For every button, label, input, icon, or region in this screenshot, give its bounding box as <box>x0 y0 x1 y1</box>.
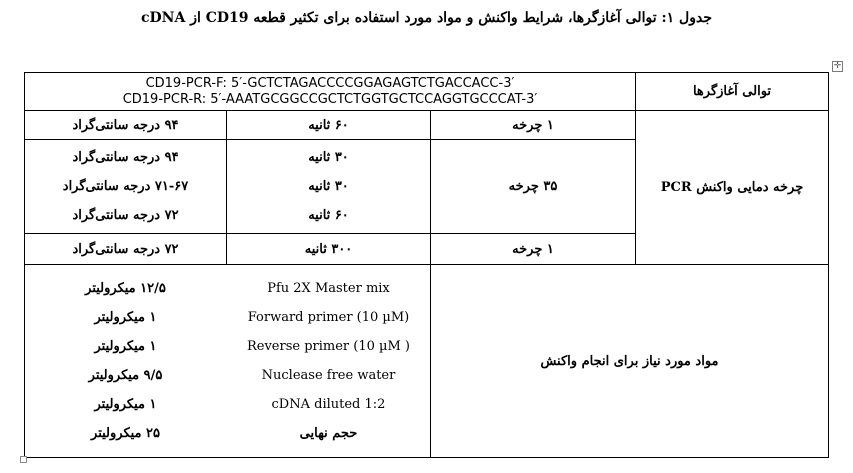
amount-cdna: ۱ میکرولیتر <box>94 397 157 412</box>
material-cdna: cDNA diluted 1:2 <box>271 397 386 412</box>
material-forward-primer: Forward primer (10 µM) <box>247 310 410 325</box>
material-master-mix: Pfu 2X Master mix <box>267 281 390 296</box>
pcr-anneal-temp: ۷۱-۶۷ درجه سانتی‌گراد <box>62 179 189 194</box>
material-total: حجم نهایی <box>299 426 358 441</box>
material-names <box>227 265 430 457</box>
pcr-cycle-1-count: ۱ چرخه <box>512 117 554 133</box>
pcr-cycle-2-times <box>227 140 430 233</box>
table-resize-handle[interactable] <box>20 456 27 463</box>
pcr-cycle-3-time: ۳۰۰ ثانیه <box>304 241 353 257</box>
reverse-primer: CD19-PCR-R: 5′-AAATGCGGCCGCTCTGGTGCTCCAGGTGCCCAT-3′ <box>122 91 538 107</box>
pcr-extend-temp: ۷۲ درجه سانتی‌گراد <box>72 208 179 223</box>
table-border-right <box>828 72 829 458</box>
pcr-label: چرخه دمایی واکنش PCR <box>660 180 804 195</box>
primer-sequences <box>25 73 635 110</box>
table-caption: جدول ۱: توالی آغازگرها، شرایط واکنش و مواد مورد استفاده برای تکثیر قطعه CD19 از cDNA <box>141 10 712 26</box>
pcr-cycle-3-temp: ۷۲ درجه سانتی‌گراد <box>72 241 179 257</box>
pcr-denature-time: ۳۰ ثانیه <box>308 150 349 165</box>
pcr-cycle-3-count: ۱ چرخه <box>512 241 554 257</box>
pcr-cycle-1-time: ۶۰ ثانیه <box>308 117 349 133</box>
primers-label: توالی آغازگرها <box>692 84 772 99</box>
amount-master-mix: ۱۲/۵ میکرولیتر <box>85 281 166 296</box>
move-cross-icon[interactable]: ✛ <box>833 61 842 71</box>
amount-forward-primer: ۱ میکرولیتر <box>94 310 157 325</box>
pcr-cycle-2-count: ۳۵ چرخه <box>508 179 558 194</box>
amount-water: ۹/۵ میکرولیتر <box>88 368 163 383</box>
material-reverse-primer: Reverse primer (10 µM ) <box>246 339 410 354</box>
forward-primer: CD19-PCR-F: 5′-GCTCTAGACCCCGGAGAGTCTGACCACC-3′ <box>145 75 515 91</box>
materials-label: مواد مورد نیاز برای انجام واکنش <box>540 353 719 369</box>
pcr-anneal-time: ۳۰ ثانیه <box>308 179 349 194</box>
pcr-cycle-2-temps <box>25 140 226 233</box>
pcr-extend-time: ۶۰ ثانیه <box>308 208 349 223</box>
amount-total: ۲۵ میکرولیتر <box>91 426 161 441</box>
material-water: Nuclease free water <box>261 368 396 383</box>
material-amounts <box>25 265 226 457</box>
pcr-cycle-1-temp: ۹۴ درجه سانتی‌گراد <box>72 117 179 133</box>
pcr-denature-temp: ۹۴ درجه سانتی‌گراد <box>72 150 179 165</box>
amount-reverse-primer: ۱ میکرولیتر <box>94 339 157 354</box>
table-border-bottom <box>24 457 829 458</box>
